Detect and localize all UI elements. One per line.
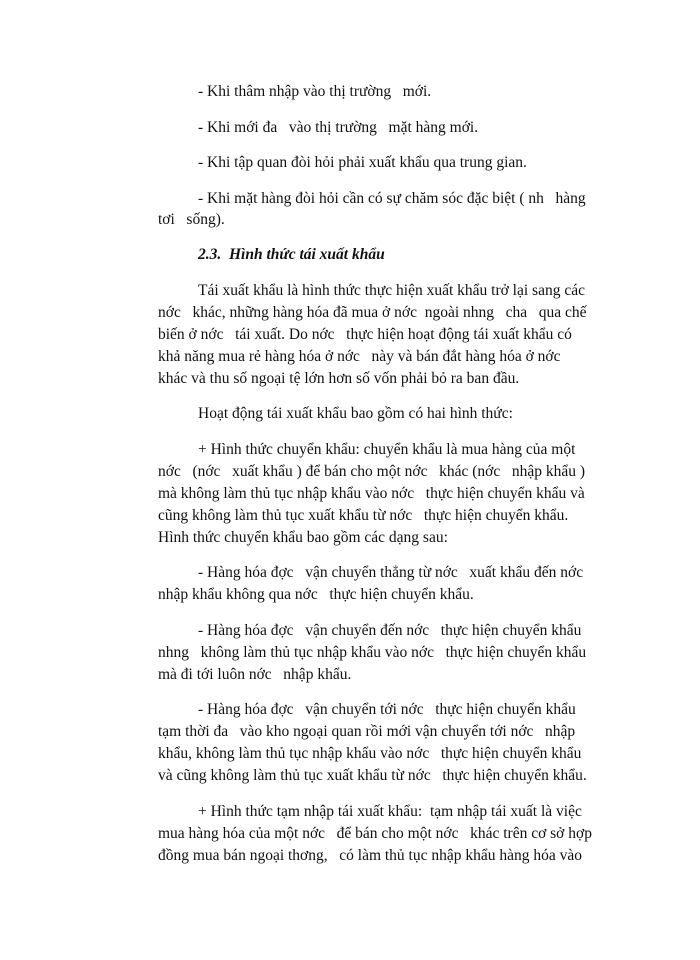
text-line: nhng không làm thủ tục nhập khẩu vào nớc thực hiện chuyển khẩu [158, 644, 587, 661]
text-line: khẩu, không làm thủ tục nhập khẩu vào nớc thực hiện chuyển khẩu [158, 745, 582, 762]
text-line: Tái xuất khẩu là hình thức thực hiện xuất khẩu trở lại sang các [198, 282, 585, 299]
section-heading: 2.3. Hình thức tái xuất khẩu [198, 246, 385, 263]
text-line: khả năng mua rẻ hàng hóa ở nớc này và bán đắt hàng hóa ở nớc [158, 348, 561, 365]
text-line: mà không làm thủ tục nhập khẩu vào nớc thực hiện chuyển khẩu và [158, 485, 585, 502]
text-line: tạm thời đa vào kho ngoại quan rồi mới vận chuyển tới nớc nhập [158, 723, 576, 740]
text-line: nớc khác, những hàng hóa đã mua ở nớc ngoài nhng cha qua chế [158, 304, 587, 321]
text-line: khác và thu số ngoại tệ lớn hơn số vốn phải bỏ ra ban đầu. [158, 370, 520, 387]
text-line: nớc (nớc xuất khẩu ) để bán cho một nớc khác (nớc nhập khẩu ) [158, 463, 586, 480]
text-line: và cũng không làm thủ tục xuất khẩu từ nớc thực hiện chuyển khẩu. [158, 767, 587, 784]
text-line: - Khi thâm nhập vào thị trường mới. [198, 83, 432, 100]
text-line: tơi sống). [158, 211, 225, 228]
text-line: cũng không làm thủ tục xuất khẩu từ nớc thực hiện chuyển khẩu. [158, 507, 569, 524]
text-line: nhập khẩu không qua nớc thực hiện chuyển khẩu. [158, 586, 474, 603]
text-line: - Hàng hóa đợc vận chuyển tới nớc thực hiện chuyển khẩu [198, 701, 576, 718]
text-line: - Khi tập quan đòi hỏi phải xuất khẩu qua trung gian. [198, 154, 527, 171]
text-line: Hoạt động tái xuất khẩu bao gồm có hai hình thức: [198, 405, 513, 422]
text-line: - Hàng hóa đợc vận chuyển đến nớc thực hiện chuyển khẩu [198, 622, 582, 639]
text-line: mua hàng hóa của một nớc để bán cho một nớc khác trên cơ sở hợp [158, 825, 592, 842]
text-line: biến ở nớc tái xuất. Do nớc thực hiện hoạt động tái xuất khẩu có [158, 326, 572, 343]
text-line: - Khi mặt hàng đòi hỏi cần có sự chăm sóc đặc biệt ( nh hàng [198, 190, 586, 207]
text-line: mà đi tới luôn nớc nhập khẩu. [158, 666, 352, 683]
text-line: - Khi mới đa vào thị trường mặt hàng mới. [198, 119, 479, 136]
text-line: Hình thức chuyển khẩu bao gồm các dạng sau: [158, 529, 448, 546]
text-line: + Hình thức tạm nhập tái xuất khẩu: tạm nhập tái xuất là việc [198, 803, 582, 820]
text-line: - Hàng hóa đợc vận chuyển thẳng từ nớc xuất khẩu đến nớc [198, 564, 584, 581]
text-line: đồng mua bán ngoại thơng, có làm thủ tục nhập khẩu hàng hóa vào [158, 847, 583, 864]
text-line: + Hình thức chuyển khẩu: chuyển khẩu là mua hàng của một [198, 441, 576, 458]
